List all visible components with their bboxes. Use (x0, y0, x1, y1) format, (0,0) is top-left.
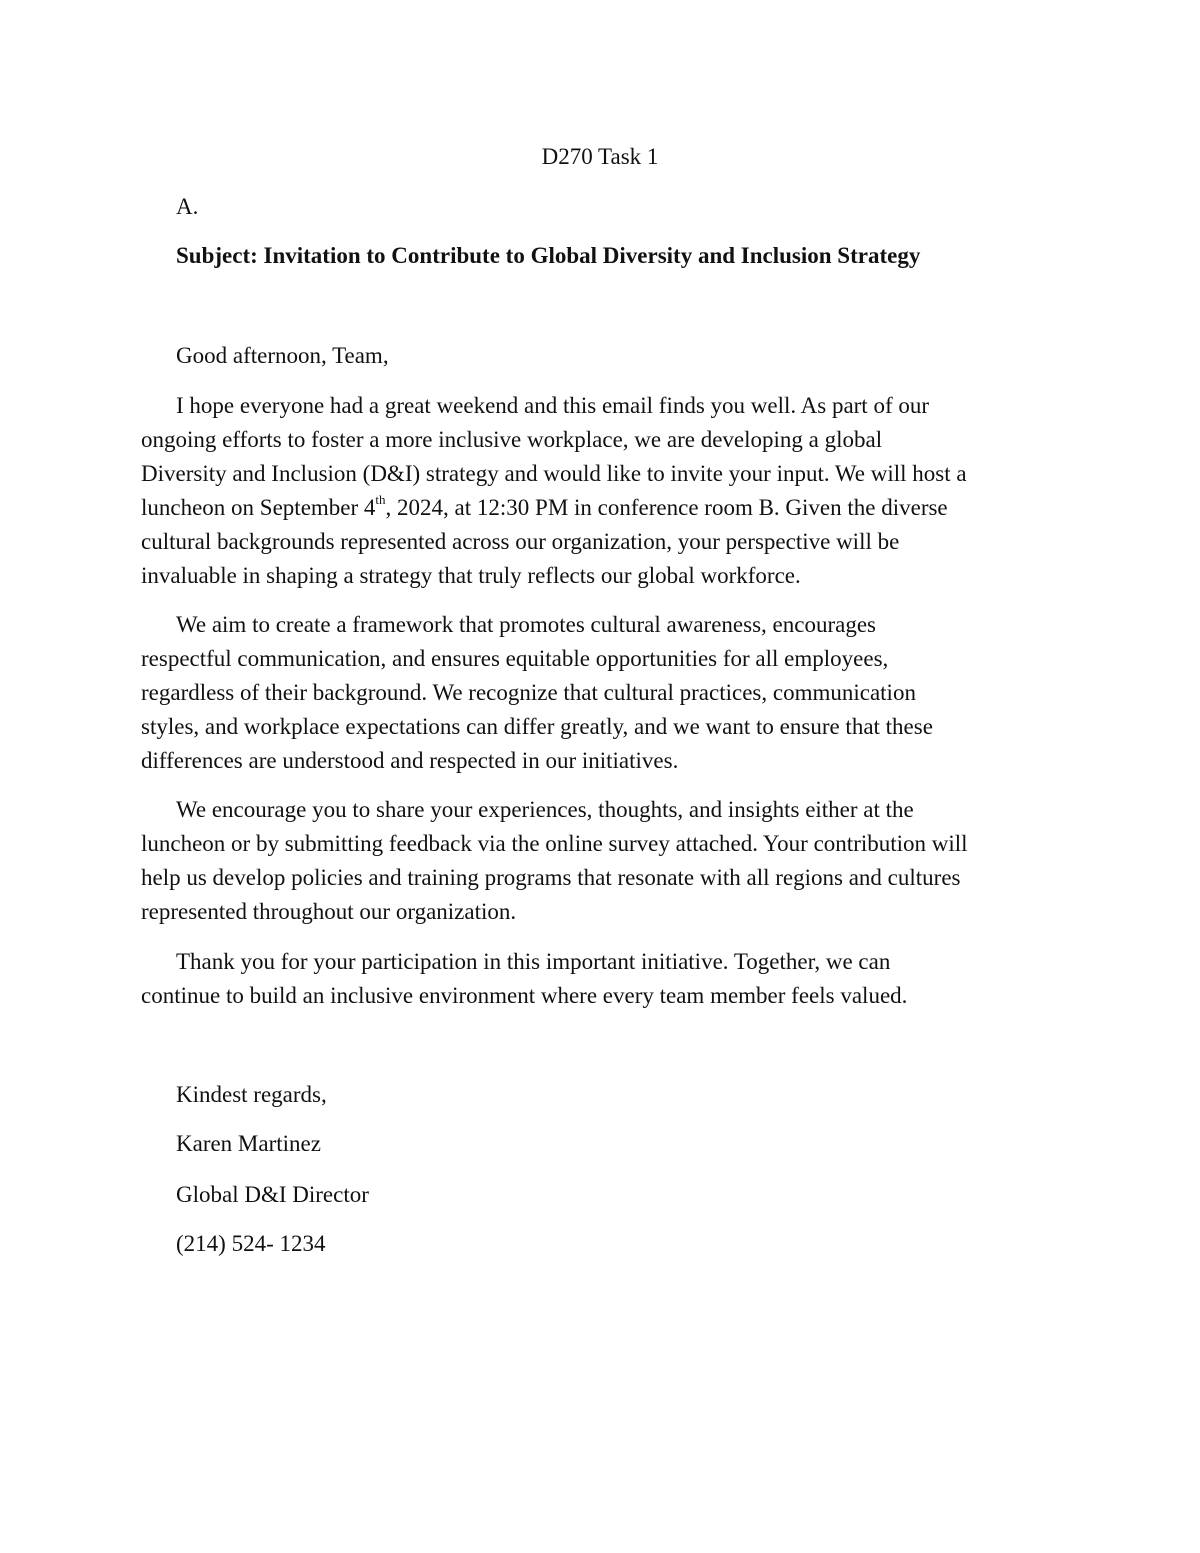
paragraph-line: continue to build an inclusive environment where every team member feels valued. (141, 983, 908, 1008)
paragraph-line: help us develop policies and training programs that resonate with all regions and cultures (141, 865, 961, 890)
paragraph-feedback (141, 793, 1071, 929)
paragraph-line: ongoing efforts to foster a more inclusive workplace, we are developing a global (141, 427, 883, 452)
paragraph-thanks (141, 945, 1071, 1013)
signature-title: Global D&I Director (176, 1182, 369, 1207)
paragraph-line: cultural backgrounds represented across our organization, your perspective will be (141, 529, 900, 554)
paragraph-line: regardless of their background. We recognize that cultural practices, communication (141, 680, 916, 705)
email-subject: Subject: Invitation to Contribute to Global Diversity and Inclusion Strategy (176, 243, 921, 268)
paragraph-line: respectful communication, and ensures equitable opportunities for all employees, (141, 646, 889, 671)
section-label: A. (176, 194, 199, 219)
paragraph-line: Diversity and Inclusion (D&I) strategy and would like to invite your input. We will host a (141, 461, 967, 486)
paragraph-line-date (141, 491, 1071, 525)
paragraph-line: styles, and workplace expectations can differ greatly, and we want to ensure that these (141, 714, 933, 739)
paragraph-line: We aim to create a framework that promotes cultural awareness, encourages (176, 612, 876, 637)
signature-name: Karen Martinez (176, 1131, 321, 1156)
date-ordinal-superscript: th (375, 492, 386, 508)
signature-phone: (214) 524- 1234 (176, 1231, 326, 1256)
paragraph-line: luncheon or by submitting feedback via the online survey attached. Your contribution will (141, 831, 968, 856)
paragraph-line: We encourage you to share your experiences, thoughts, and insights either at the (176, 797, 914, 822)
date-text-before: luncheon on September 4 (141, 495, 376, 520)
paragraph-invitation (141, 389, 1071, 593)
paragraph-line: invaluable in shaping a strategy that truly reflects our global workforce. (141, 563, 801, 588)
date-text-after: , 2024, at 12:30 PM in conference room B. Given the diverse (385, 495, 948, 520)
email-greeting: Good afternoon, Team, (176, 343, 389, 368)
paragraph-line: represented throughout our organization. (141, 899, 517, 924)
closing-line: Kindest regards, (176, 1082, 327, 1107)
paragraph-line: I hope everyone had a great weekend and this email finds you well. As part of our (176, 393, 930, 418)
paragraph-line: differences are understood and respected in our initiatives. (141, 748, 679, 773)
paragraph-line: Thank you for your participation in this important initiative. Together, we can (176, 949, 891, 974)
document-title: D270 Task 1 (541, 144, 659, 169)
paragraph-framework (141, 608, 1071, 778)
